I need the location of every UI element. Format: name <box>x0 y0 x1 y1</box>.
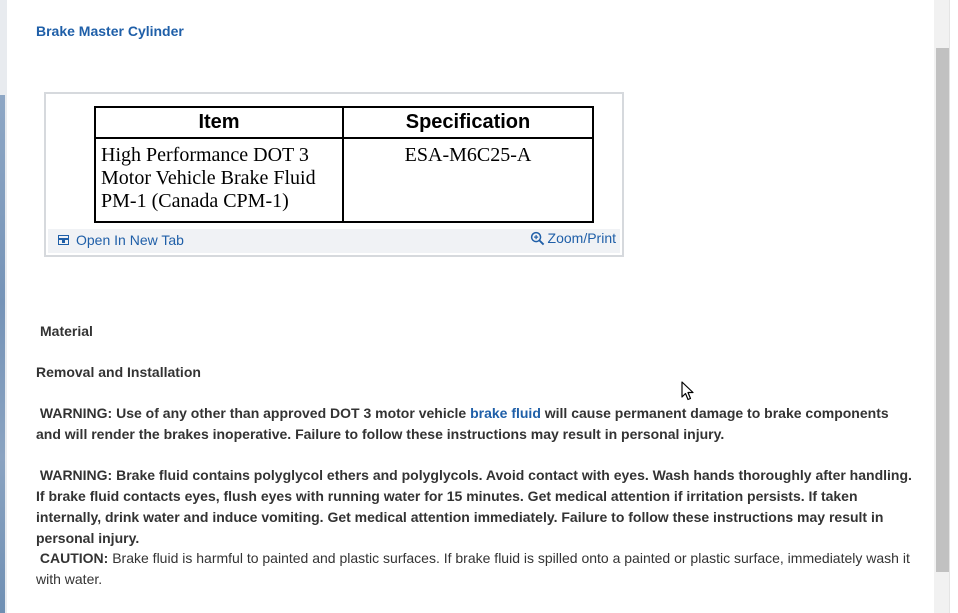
cell-item <box>95 138 343 222</box>
mouse-cursor-icon <box>681 381 695 401</box>
open-in-new-tab-link[interactable] <box>58 232 184 248</box>
header-item: Item <box>95 107 343 138</box>
section-removal-installation: Removal and Installation <box>36 364 201 380</box>
zoom-print-label: Zoom/Print <box>547 230 616 246</box>
warning-text: will cause permanent damage to brake components and will render the brakes inoperative. Failure to follow these instructions may result in personal injury. <box>36 405 889 442</box>
right-window-edge <box>949 0 958 613</box>
figure-toolbar <box>48 229 620 253</box>
magnifier-icon <box>530 231 545 246</box>
brake-fluid-link[interactable]: brake fluid <box>470 405 541 421</box>
caution-label: CAUTION: <box>39 550 109 566</box>
zoom-print-link[interactable] <box>530 230 616 246</box>
page-title: Brake Master Cylinder <box>36 23 184 39</box>
left-window-edge <box>0 0 7 613</box>
open-in-new-tab-label: Open In New Tab <box>76 232 184 248</box>
caution-paragraph <box>36 548 916 590</box>
warning-label: WARNING: <box>39 405 113 421</box>
spec-table <box>94 106 594 223</box>
warning-text: Brake fluid contains polyglycol ethers and polyglycols. Avoid contact with eyes. Wash hands thoroughly after handling. If brake fluid contacts eyes, flush eyes with running water for 15 minutes. Get medical attention if irritation persists. If taken internally, drink water and induce vomiting. Get medical attention immediately. Failure to follow these instructions may result in personal injury. <box>36 467 912 546</box>
table-row <box>95 138 593 222</box>
section-material: Material <box>40 323 93 339</box>
item-line: Motor Vehicle Brake Fluid <box>101 167 316 189</box>
cell-specification: ESA-M6C25-A <box>343 138 593 222</box>
spec-figure <box>44 92 624 257</box>
warning-label: WARNING: <box>39 467 113 483</box>
warning-paragraph-2 <box>36 465 916 549</box>
scrollbar-thumb[interactable] <box>936 48 949 572</box>
item-line: PM-1 (Canada CPM-1) <box>101 190 289 212</box>
warning-paragraph-1 <box>36 403 916 445</box>
caution-text: Brake fluid is harmful to painted and plastic surfaces. If brake fluid is spilled onto a painted or plastic surface, immediately wash it with water. <box>36 550 910 587</box>
header-specification: Specification <box>343 107 593 138</box>
table-header-row <box>95 107 593 138</box>
item-line: High Performance DOT 3 <box>101 144 309 166</box>
new-tab-icon <box>58 235 69 245</box>
background-strip <box>0 95 5 613</box>
warning-text: Use of any other than approved DOT 3 motor vehicle <box>112 405 471 421</box>
